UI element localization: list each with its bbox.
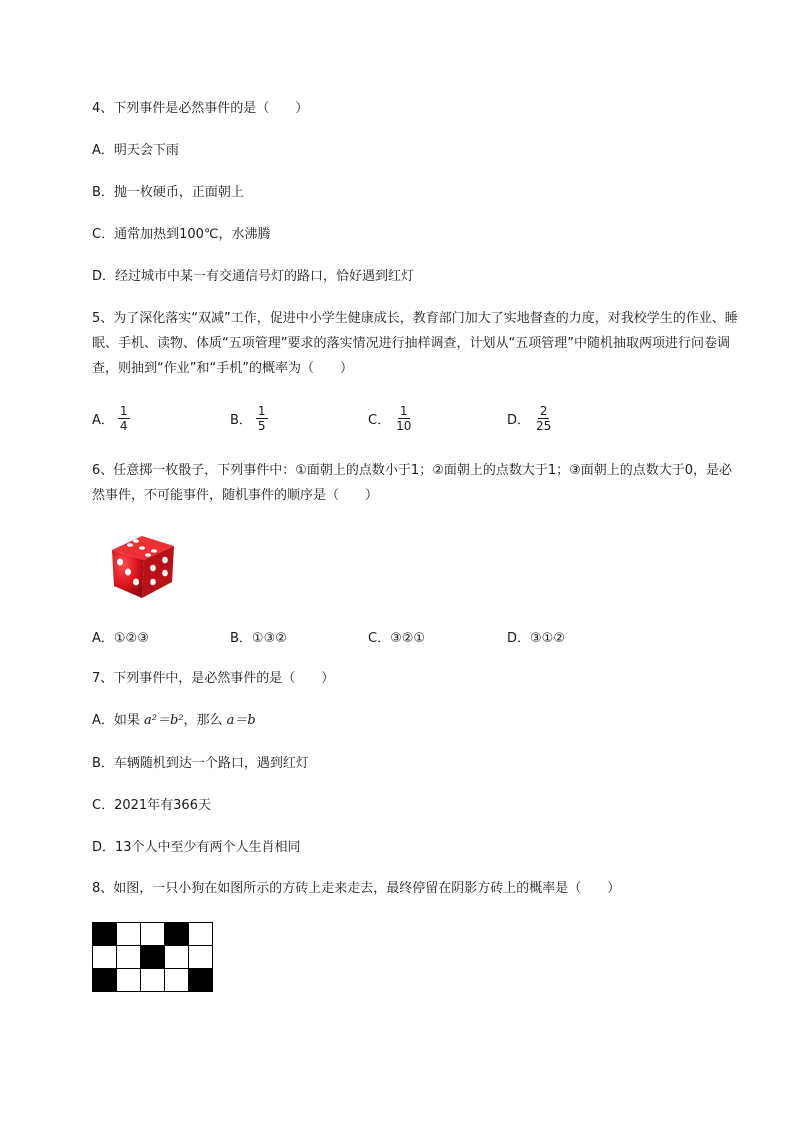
q6-option-c: C．③②① <box>368 631 426 646</box>
q4-option-c: C．通常加热到100℃，水沸腾 <box>92 227 271 242</box>
math-expression: a²＝b² <box>144 713 184 728</box>
white-tile <box>141 923 165 946</box>
q4-stem: 4、下列事件是必然事件的是（ ） <box>92 101 309 116</box>
shaded-tile <box>189 969 213 992</box>
q7-option-c: C．2021年有366天 <box>92 798 211 813</box>
white-tile <box>93 946 117 969</box>
fraction <box>534 404 553 433</box>
q7-option-b: B．车辆随机到达一个路口，遇到红灯 <box>92 756 309 771</box>
shaded-tile <box>93 923 117 946</box>
white-tile <box>117 969 141 992</box>
numerator: 2 <box>539 404 548 418</box>
q4-option-b: B．抛一枚硬币，正面朝上 <box>92 185 244 200</box>
q4-option-d: D．经过城市中某一有交通信号灯的路口，恰好遇到红灯 <box>92 269 415 284</box>
option-letter: C． <box>368 413 391 428</box>
q6-stem: 6、任意掷一枚骰子，下列事件中：①面朝上的点数小于1；②面朝上的点数大于1；③面朝上的点数大于0，是必然事件，不可能事件，随机事件的顺序是（ ） <box>92 463 733 503</box>
option-letter: D． <box>507 413 531 428</box>
q6-option-a: A．①②③ <box>92 631 149 646</box>
option-letter: B． <box>230 413 252 428</box>
numerator: 1 <box>119 404 128 418</box>
tile-row <box>93 969 213 992</box>
shaded-tile <box>93 969 117 992</box>
numerator: 1 <box>257 404 266 418</box>
fraction <box>256 404 268 433</box>
denominator: 4 <box>119 419 128 433</box>
q5-stem: 5、为了深化落实“双减”工作，促进中小学生健康成长，教育部门加大了实地督查的力度，对我校学生的作业、睡眠、手机、读物、体质“五项管理”要求的落实情况进行抽样调查，计划从“五项管理”中随机抽取两项进行问卷调查，则抽到“作业”和“手机”的概率为（ ） <box>92 311 738 376</box>
white-tile <box>189 946 213 969</box>
option-text: ，那么 <box>183 713 227 728</box>
fraction <box>118 404 130 433</box>
q4-option-a: A．明天会下雨 <box>92 143 179 158</box>
denominator: 25 <box>536 419 552 433</box>
white-tile <box>117 923 141 946</box>
tile-grid <box>92 922 213 992</box>
q7-option-a <box>92 713 256 729</box>
denominator: 5 <box>257 419 266 433</box>
white-tile <box>117 946 141 969</box>
q7-stem: 7、下列事件中，是必然事件的是（ ） <box>92 671 335 686</box>
q5-option-d <box>507 404 553 433</box>
option-letter: A． <box>92 413 114 428</box>
q5-option-b <box>230 404 268 433</box>
q8-stem: 8、如图，一只小狗在如图所示的方砖上走来走去，最终停留在阴影方砖上的概率是（ ） <box>92 881 621 896</box>
white-tile <box>165 969 189 992</box>
white-tile <box>165 946 189 969</box>
option-text: A．如果 <box>92 713 145 728</box>
denominator: 10 <box>396 419 412 433</box>
q5-option-a <box>92 404 130 433</box>
numerator: 1 <box>399 404 408 418</box>
q6-option-b: B．①③② <box>230 631 287 646</box>
dice-image <box>106 530 178 602</box>
shaded-tile <box>141 946 165 969</box>
white-tile <box>141 969 165 992</box>
white-tile <box>189 923 213 946</box>
shaded-tile <box>165 923 189 946</box>
q6-option-d: D．③①② <box>507 631 565 646</box>
q5-option-c <box>368 404 413 433</box>
tile-row <box>93 946 213 969</box>
fraction <box>394 404 413 433</box>
q7-option-d: D．13个人中至少有两个人生肖相同 <box>92 840 301 855</box>
tile-row <box>93 923 213 946</box>
math-expression: a＝b <box>226 713 256 728</box>
